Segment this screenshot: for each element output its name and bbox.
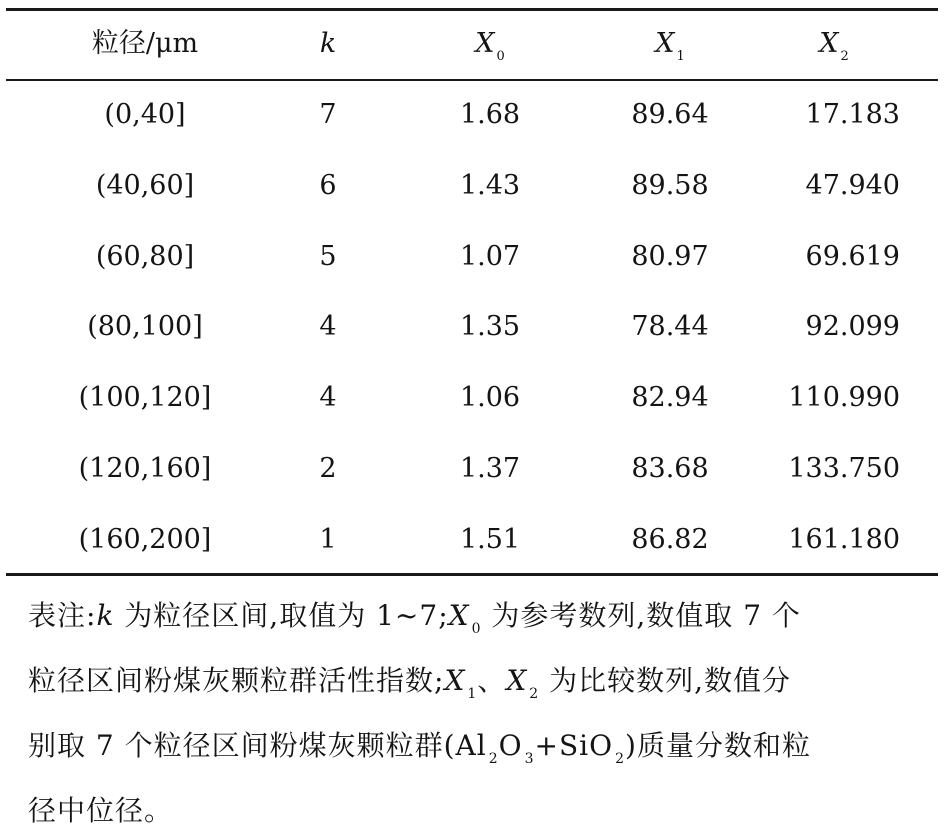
- cell-range: (100,120]: [78, 382, 212, 413]
- cell-x0: 1.07: [459, 241, 521, 272]
- note-x2-subscript: 2: [529, 686, 540, 702]
- cell-x1: 82.94: [631, 382, 709, 413]
- header-x1-subscript: 1: [676, 49, 685, 64]
- note-text: 粒径区间粉煤灰颗粒群活性指数;: [28, 664, 445, 697]
- table-top-rule: [6, 8, 938, 11]
- cell-x1: 89.58: [631, 170, 709, 201]
- cell-x2: 110.990: [788, 382, 900, 413]
- note-text: 别取 7 个粒径区间粉煤灰颗粒群(Al: [28, 729, 487, 762]
- note-line-2: [28, 655, 928, 720]
- cell-range: (80,100]: [87, 311, 203, 342]
- note-k-symbol: k: [96, 599, 115, 632]
- header-x2: [774, 24, 894, 64]
- cell-x1: 86.82: [631, 524, 709, 555]
- cell-x1: 89.64: [631, 99, 709, 130]
- table-bottom-rule: [6, 573, 938, 576]
- note-text: 为比较数列,数值分: [539, 664, 791, 697]
- note-x2-symbol: X: [506, 664, 528, 697]
- note-subscript: 2: [488, 751, 499, 767]
- header-x1: [580, 24, 760, 64]
- note-subscript: 2: [615, 751, 626, 767]
- header-x1-symbol: X: [655, 28, 675, 59]
- cell-x0: 1.51: [459, 524, 521, 555]
- note-text: O: [498, 729, 523, 762]
- header-x2-subscript: 2: [840, 49, 849, 64]
- note-x1-symbol: X: [444, 664, 466, 697]
- note-line-3: [28, 720, 928, 785]
- note-line-4: 径中位径。: [28, 794, 174, 827]
- cell-k: 7: [319, 99, 337, 130]
- note-x0-symbol: X: [448, 599, 470, 632]
- cell-x0: 1.35: [459, 311, 521, 342]
- cell-k: 6: [319, 170, 337, 201]
- note-x0-subscript: 0: [471, 621, 482, 637]
- cell-k: 1: [319, 524, 337, 555]
- cell-range: (160,200]: [78, 524, 212, 555]
- cell-k: 2: [319, 453, 337, 484]
- header-x0: [400, 24, 580, 64]
- cell-range: (40,60]: [95, 170, 195, 201]
- cell-k: 4: [319, 382, 337, 413]
- note-x1-subscript: 1: [467, 686, 478, 702]
- cell-x0: 1.43: [459, 170, 521, 201]
- cell-x0: 1.68: [459, 99, 521, 130]
- cell-k: 5: [319, 241, 337, 272]
- note-text: 为参考数列,数值取 7 个: [481, 599, 801, 632]
- cell-range: (60,80]: [95, 241, 195, 272]
- cell-k: 4: [319, 311, 337, 342]
- header-x0-symbol: X: [475, 28, 495, 59]
- header-x0-subscript: 0: [496, 49, 505, 64]
- note-prefix: 表注:: [28, 599, 97, 632]
- cell-x1: 83.68: [631, 453, 709, 484]
- header-diameter: 粒径/μm: [91, 28, 199, 59]
- cell-x1: 78.44: [631, 311, 709, 342]
- cell-range: (0,40]: [104, 99, 186, 130]
- cell-x1: 80.97: [631, 241, 709, 272]
- header-x2-symbol: X: [819, 28, 839, 59]
- table-note: [28, 590, 928, 837]
- note-line-1: [28, 590, 928, 655]
- note-text: 为粒径区间,取值为 1~7;: [114, 599, 449, 632]
- cell-x2: 17.183: [805, 99, 900, 130]
- note-text: +SiO: [534, 729, 614, 762]
- note-text: )质量分数和粒: [625, 729, 811, 762]
- table-header-rule: [6, 79, 938, 81]
- cell-x0: 1.06: [459, 382, 521, 413]
- cell-x2: 69.619: [805, 241, 900, 272]
- cell-x2: 47.940: [805, 170, 900, 201]
- note-subscript: 3: [524, 751, 535, 767]
- note-separator: 、: [477, 664, 507, 697]
- cell-x2: 92.099: [805, 311, 900, 342]
- cell-range: (120,160]: [78, 453, 212, 484]
- cell-x2: 161.180: [788, 524, 900, 555]
- header-k: k: [319, 28, 337, 59]
- cell-x0: 1.37: [459, 453, 521, 484]
- cell-x2: 133.750: [788, 453, 900, 484]
